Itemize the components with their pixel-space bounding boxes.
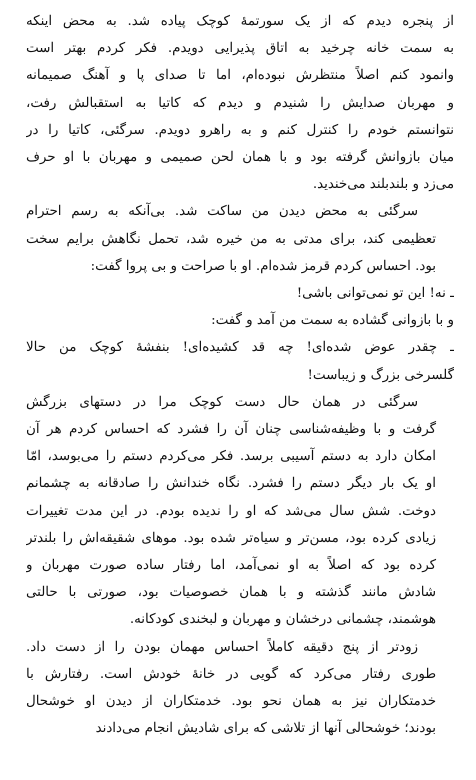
text-line: کرده بود که اصلاً به او نمی‌آمد، اما رفتار ساده صورت مهربان و [26, 558, 436, 574]
text-line: دوخت. شش سال می‌شد که او را ندیده بودم. در این مدت تغییرات [26, 503, 436, 519]
book-page-text [26, 8, 454, 742]
text-line: طوری رفتار می‌کرد که گویی در خانهٔ خودش است. رفتارش با [26, 666, 436, 682]
text-line: سرگئی در همان حال دست کوچک مرا در دستهای بزرگش [26, 394, 418, 410]
text-line: از پنجره دیدم که از یک سورتمهٔ کوچک پیاده شد. به محض اینکه [26, 14, 454, 29]
text-line: و با بازوانی گشاده به سمت من آمد و گفت: [211, 313, 454, 329]
text-line: سرگئی به محض دیدن من ساکت شد. بی‌آنکه به رسم احترام [26, 204, 418, 220]
text-line: ـ چقدر عوض شده‌ای! چه قد کشیده‌ای! بنفشهٔ کوچک من حالا [26, 340, 454, 356]
text-line: امکان دارد به دستم آسیبی برسد. فکر می‌کردم دستم را می‌بوسد، امّا [26, 449, 436, 465]
text-line: زودتر از پنج دقیقه کاملاً احساس مهمان بودن را از دست داد. [26, 639, 418, 655]
text-line: گرفت و با وظیفه‌شناسی چنان آن را فشرد که احساس کردم هر آن [26, 422, 436, 438]
text-line: بودند؛ خوشحالی آنها از تلاشی که برای شادیش انجام می‌دادند [95, 721, 436, 737]
text-line: میان بازوانش گرفته بود و با همان لحن صمیمی و مهربان با او حرف [26, 150, 454, 166]
text-line: بود. احساس کردم قرمز شده‌ام. او با صراحت و بی پروا گفت: [90, 258, 436, 274]
paragraph [26, 8, 454, 198]
text-line: و مهربان صدایش را شنیدم و دیدم که کاتیا به استقبالش رفت، [26, 95, 454, 111]
text-line: وانمود کنم اصلاً منتظرش نبوده‌ام، اما تا صدای پا و آهنگ صمیمانه [26, 68, 454, 84]
paragraph [26, 198, 454, 280]
paragraph [26, 307, 454, 334]
text-line: خدمتکاران نیز به همان نحو بود. خدمتکاران از دیدن او خوشحال [26, 694, 436, 710]
paragraph [26, 280, 454, 307]
text-line: هوشمند، چشمانی درخشان و مهربان و لبخندی کودکانه. [129, 612, 436, 628]
text-line: زیادی کرده بود، مسن‌تر و سیاه‌تر شده بود. موهای شقیقه‌اش را بلندتر [26, 530, 436, 546]
text-line: او یک بار دیگر دستم را فشرد. نگاه خندانش را صادقانه به چشمانم [26, 476, 436, 492]
paragraph [26, 634, 454, 743]
text-line: تعظیمی کند، برای مدتی به من خیره شد، تحمل نگاهش برایم سخت [26, 231, 436, 247]
text-line: گلسرخی بزرگ و زیباست! [307, 367, 454, 383]
text-line: شادش مانند گذشته و با همان خصوصیات بود، صورتی با حالتی [26, 585, 436, 601]
text-line: ـ نه! این تو نمی‌توانی باشی! [296, 286, 454, 302]
text-line: نتوانستم خودم را کنترل کنم و به راهرو دویدم. سرگئی، کاتیا را در [26, 122, 454, 138]
text-line: می‌زد و بلندبلند می‌خندید. [312, 177, 454, 193]
paragraph [26, 334, 454, 388]
text-line: به سمت خانه چرخید به اتاق پذیرایی دویدم. فکر کردم بهتر است [26, 41, 454, 57]
paragraph [26, 389, 454, 634]
